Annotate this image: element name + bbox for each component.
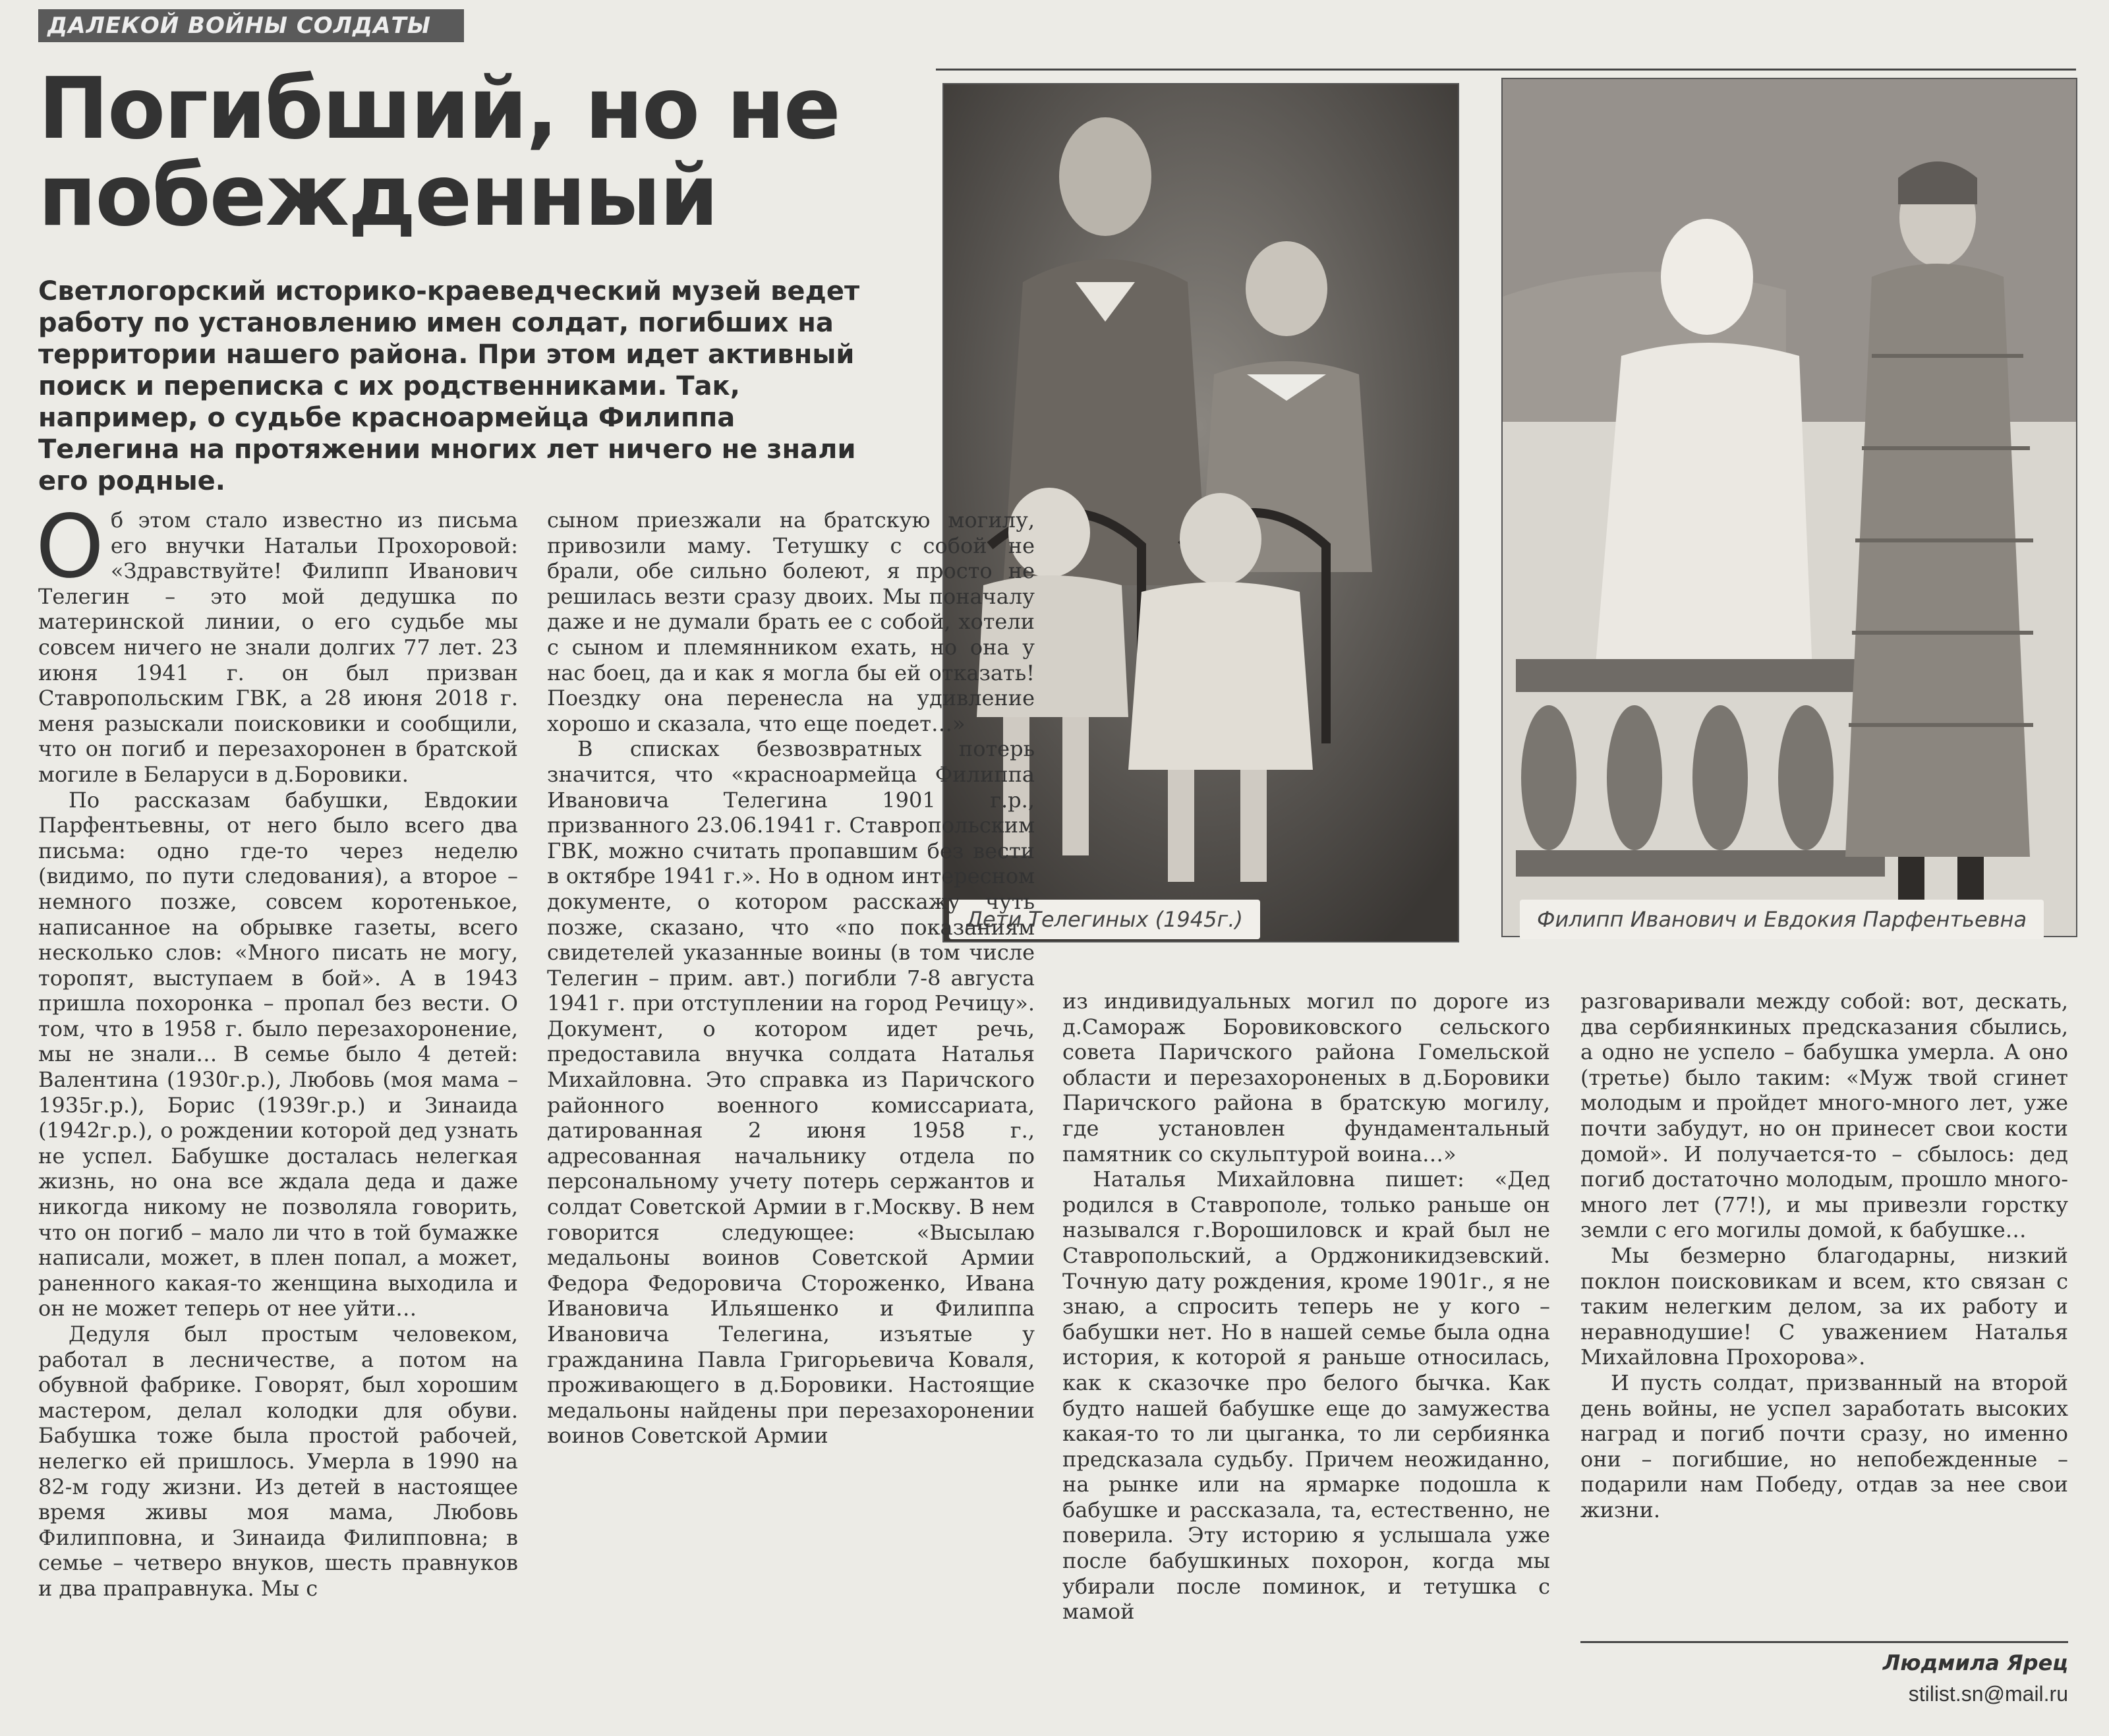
paragraph: Мы безмерно благодарны, низкий поклон поисковикам и всем, кто связан с таким нелегким делом, за их работу и неравнодушие! С уважением Наталья Михайловна Прохорова». (1580, 1242, 2068, 1370)
article-column-1 (36, 496, 518, 1602)
paragraph-text: б этом стало известно из письма его внучки Натальи Прохоровой: «Здравствуйте! Филипп Иванович Телегин – это мой дедушка по материнской линии, о его судьбе мы совсем ничего не знали долгих 77 лет. 23 июня 1941 г. он был призван Ставропольским ГВК, а 28 июня 2018 г. меня разыскали поисковики и сообщили, что он погиб и перезахоронен в братской могиле в Беларуси в д.Боровики. (38, 507, 518, 787)
photo-telegin-couple (1501, 78, 2077, 937)
paragraph: По рассказам бабушки, Евдокии Парфентьевны, от него было всего два письма: одно где-то через неделю (видимо, по пути следования), а второе – немного позже, совсем коротенькое, написанное на обрывке газеты, всего несколько слов: «Много писать не могу, торопят, выступаем в бой». А в 1943 пришла похоронка – пропал без вести. О том, что в 1958 г. было перезахоронение, мы не знали… В семье было 4 детей: Валентина (1930г.р.), Любовь (моя мама – 1935г.р.), Борис (1939г.р.) и Зинаида (1942г.р.), о рождении которой дед узнать не успел. Бабушке досталась нелегкая жизнь, но она все ждала деда и даже никогда никому не позволяла говорить, что он погиб – мало ли что в той бумажке написали, может, в плен попал, а может, раненного какая-то женщина выходила и он не может теперь от нее уйти… (38, 787, 518, 1321)
paragraph: Наталья Михайловна пишет: «Дед родился в Ставрополе, только раньше он назывался г.Ворошиловск и край был не Ставропольский, а Орджоникидзевский. Точную дату рождения, кроме 1901г., я не знаю, а спросить теперь не у кого – бабушки нет. Но в нашей семье была одна история, к которой я раньше относилась, как к сказочке про белого бычка. Как будто нашей бабушке еще до замужества какая-то то ли цыганка, то ли сербиянка предсказала судьбу. Причем неожиданно, на рынке или на ярмарке подошла к бабушке и рассказала, та, естественно, не поверила. Эту историю я услышала уже после бабушкиных похорон, когда мы убирали после поминок, и тетушка с мамой (1062, 1167, 1550, 1625)
paragraph: Дедуля был простым человеком, работал в лесничестве, а потом на обувной фабрике. Говорят, был хорошим мастером, делал колодки для обуви. Бабушка тоже была простой рабочей, нелегко ей пришлось. Умерла в 1990 на 82-м году жизни. Из детей в настоящее время живы моя мама, Любовь Филипповна, и Зинаида Филипповна; в семье – четверо внуков, шесть правнуков и два праправнука. Мы с (38, 1321, 518, 1601)
drop-cap: О (36, 496, 104, 598)
article-column-4 (1580, 989, 2068, 1522)
paragraph: сыном приезжали на братскую могилу, привозили маму. Тетушку с собой не брали, обе сильно болеют, я просто не решилась везти сразу двоих. Мы поначалу даже и не думали брать ее с собой, хотели с сыном и племянником ехать, но она у нас боец, да и как я могла бы ей отказать! Поездку она перенесла на удивление хорошо и сказала, что еще поедет…» (547, 507, 1035, 736)
paragraph: из индивидуальных могил по дороге из д.Самораж Боровиковского сельского совета Паричского района Гомельской области и перезахороненых в д.Боровики Паричского района в братскую могилу, где установлен фундаментальный памятник со скульптурой воина…» (1062, 989, 1550, 1167)
author-name: Людмила Ярец (1882, 1650, 2068, 1675)
article-column-2 (547, 507, 1035, 1449)
top-rule (936, 69, 2076, 71)
paragraph: разговаривали между собой: вот, дескать, два сербиянкиных предсказания сбылись, а одно не успело – бабушка умерла. А оно (третье) было таким: «Муж твой сгинет молодым и пройдет много-много лет, уже почти забудут, но он принесет свои кости домой». И получается-то – сбылось: дед погиб достаточно молодым, прошло много-много лет (77!), и мы привезли горстку земли с его могилы домой, к бабушке… (1580, 989, 2068, 1243)
paragraph: И пусть солдат, призванный на второй день войны, не успел заработать высоких наград и погиб почти сразу, но именно они – погибшие, но непобежденные – подарили нам Победу, отдав за нее свои жизни. (1580, 1370, 2068, 1522)
paragraph: В списках безвозвратных потерь значится, что «красноармейца Филиппа Ивановича Телегина 1901 г.р., призванного 23.06.1941 г. Ставропольским ГВК, можно считать пропавшим без вести в октябре 1941 г.». Но в одном интересном документе, о котором расскажу чуть позже, сказано, что «по показаниям свидетелей указанные воины (в том числе Телегин – прим. авт.) погибли 7-8 августа 1941 г. при отступлении на город Речицу». Документ, о котором идет речь, предоставила внучка солдата Наталья Михайловна. Это справка из Паричского районного военного комиссариата, датированная 2 июня 1958 г., адресованная начальнику отдела по персональному учету потерь сержантов и солдат Советской Армии в г.Москву. В нем говорится следующее: «Высылаю медальоны воинов Советской Армии Федора Федоровича Стороженко, Ивана Ивановича Ильяшенко и Филиппа Ивановича Телегина, изъятые у гражданина Павла Григорьевича Коваля, проживающего в д.Боровики. Настоящие медальоны найдены при перезахоронении воинов Советской Армии (547, 736, 1035, 1449)
article-lead: Светлогорский историко-краеведческий музей ведет работу по установлению имен солдат, погибших на территории нашего района. При этом идет активный поиск и переписка с их родственниками. Так, например, о судьбе красноармейца Филиппа Телегина на протяжении многих лет ничего не знали его родные. (38, 276, 860, 496)
couple-photo-illustration (1503, 79, 2076, 936)
author-email: stilist.sn@mail.ru (1908, 1682, 2068, 1706)
section-rubric: ДАЛЕКОЙ ВОЙНЫ СОЛДАТЫ (38, 9, 464, 42)
article-headline: Погибший, но не побежденный (38, 60, 840, 245)
signature-rule (1580, 1641, 2068, 1643)
photo-caption-couple: Филипп Иванович и Евдокия Парфентьевна (1520, 900, 2044, 939)
paragraph (36, 496, 518, 788)
article-column-3 (1062, 989, 1550, 1625)
photo-caption-children: Дети Телегиных (1945г.) (949, 900, 1260, 939)
